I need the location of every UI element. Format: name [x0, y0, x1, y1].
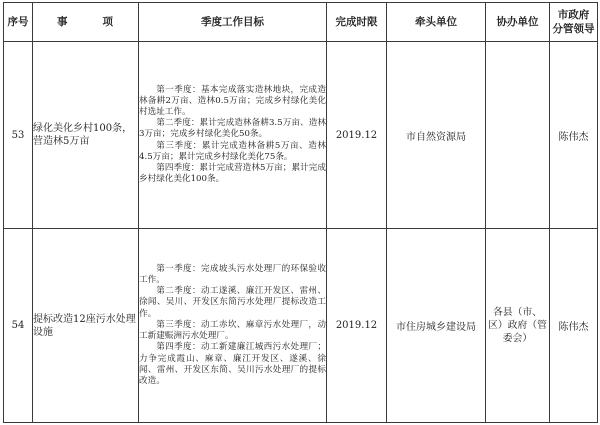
row-no: 53	[4, 42, 33, 229]
row-leader: 陈伟杰	[550, 229, 598, 423]
row-goals	[139, 42, 327, 229]
table-row	[4, 42, 598, 229]
row-goals	[139, 229, 327, 423]
header-deadline: 完成时限	[327, 3, 387, 42]
header-row	[4, 3, 598, 42]
row-matter: 提标改造12座污水处理设施	[33, 229, 139, 423]
work-target-table	[3, 2, 598, 423]
row-deadline: 2019.12	[327, 229, 387, 423]
goal-q3: 第三季度：动工赤坎、麻章污水处理厂，动工新建赈洲污水处理厂。	[139, 319, 326, 342]
header-no: 序号	[4, 3, 33, 42]
goal-q4: 第四季度：累计完成营造林5万亩；累计完成乡村绿化美化100条。	[139, 163, 326, 185]
goal-q2: 第二季度：累计完成造林备耕3.5万亩、造林3万亩；完成乡村绿化美化50条。	[139, 118, 326, 140]
goal-q2: 第二季度：动工遂溪、廉江开发区、雷州、徐闻、吴川、开发区东简污水处理厂提标改造工作。	[139, 286, 326, 319]
row-matter: 绿化美化乡村100条，营造林5万亩	[33, 42, 139, 229]
goal-q3: 第三季度：累计完成造林备耕5万亩、造林4.5万亩；累计完成乡村绿化美化75条。	[139, 140, 326, 162]
row-assist-unit: 各县（市、区）政府（管委会）	[486, 229, 550, 423]
goal-q4: 第四季度：动工新建廉江城西污水处理厂；力争完成霞山、麻章、廉江开发区、遂溪、徐闻、雷州、开发区东简、吴川污水处理厂的提标改造。	[139, 342, 326, 386]
row-deadline: 2019.12	[327, 42, 387, 229]
header-matter: 事 项	[33, 3, 139, 42]
header-leader: 市政府 分管领导	[550, 3, 598, 42]
header-assist-unit: 协办单位	[486, 3, 550, 42]
header-goal: 季度工作目标	[139, 3, 327, 42]
goal-q1: 第一季度：完成坡头污水处理厂的环保验收工作。	[139, 263, 326, 286]
goal-q1: 第一季度：基本完成落实造林地块，完成造林备耕2万亩、造林0.5万亩；完成乡村绿化美化村选址工作。	[139, 84, 326, 117]
table-row	[4, 229, 598, 423]
row-assist-unit	[486, 42, 550, 229]
row-no: 54	[4, 229, 33, 423]
header-lead-unit: 牵头单位	[387, 3, 486, 42]
row-lead-unit: 市自然资源局	[387, 42, 486, 229]
row-lead-unit: 市住房城乡建设局	[387, 229, 486, 423]
row-leader: 陈伟杰	[550, 42, 598, 229]
